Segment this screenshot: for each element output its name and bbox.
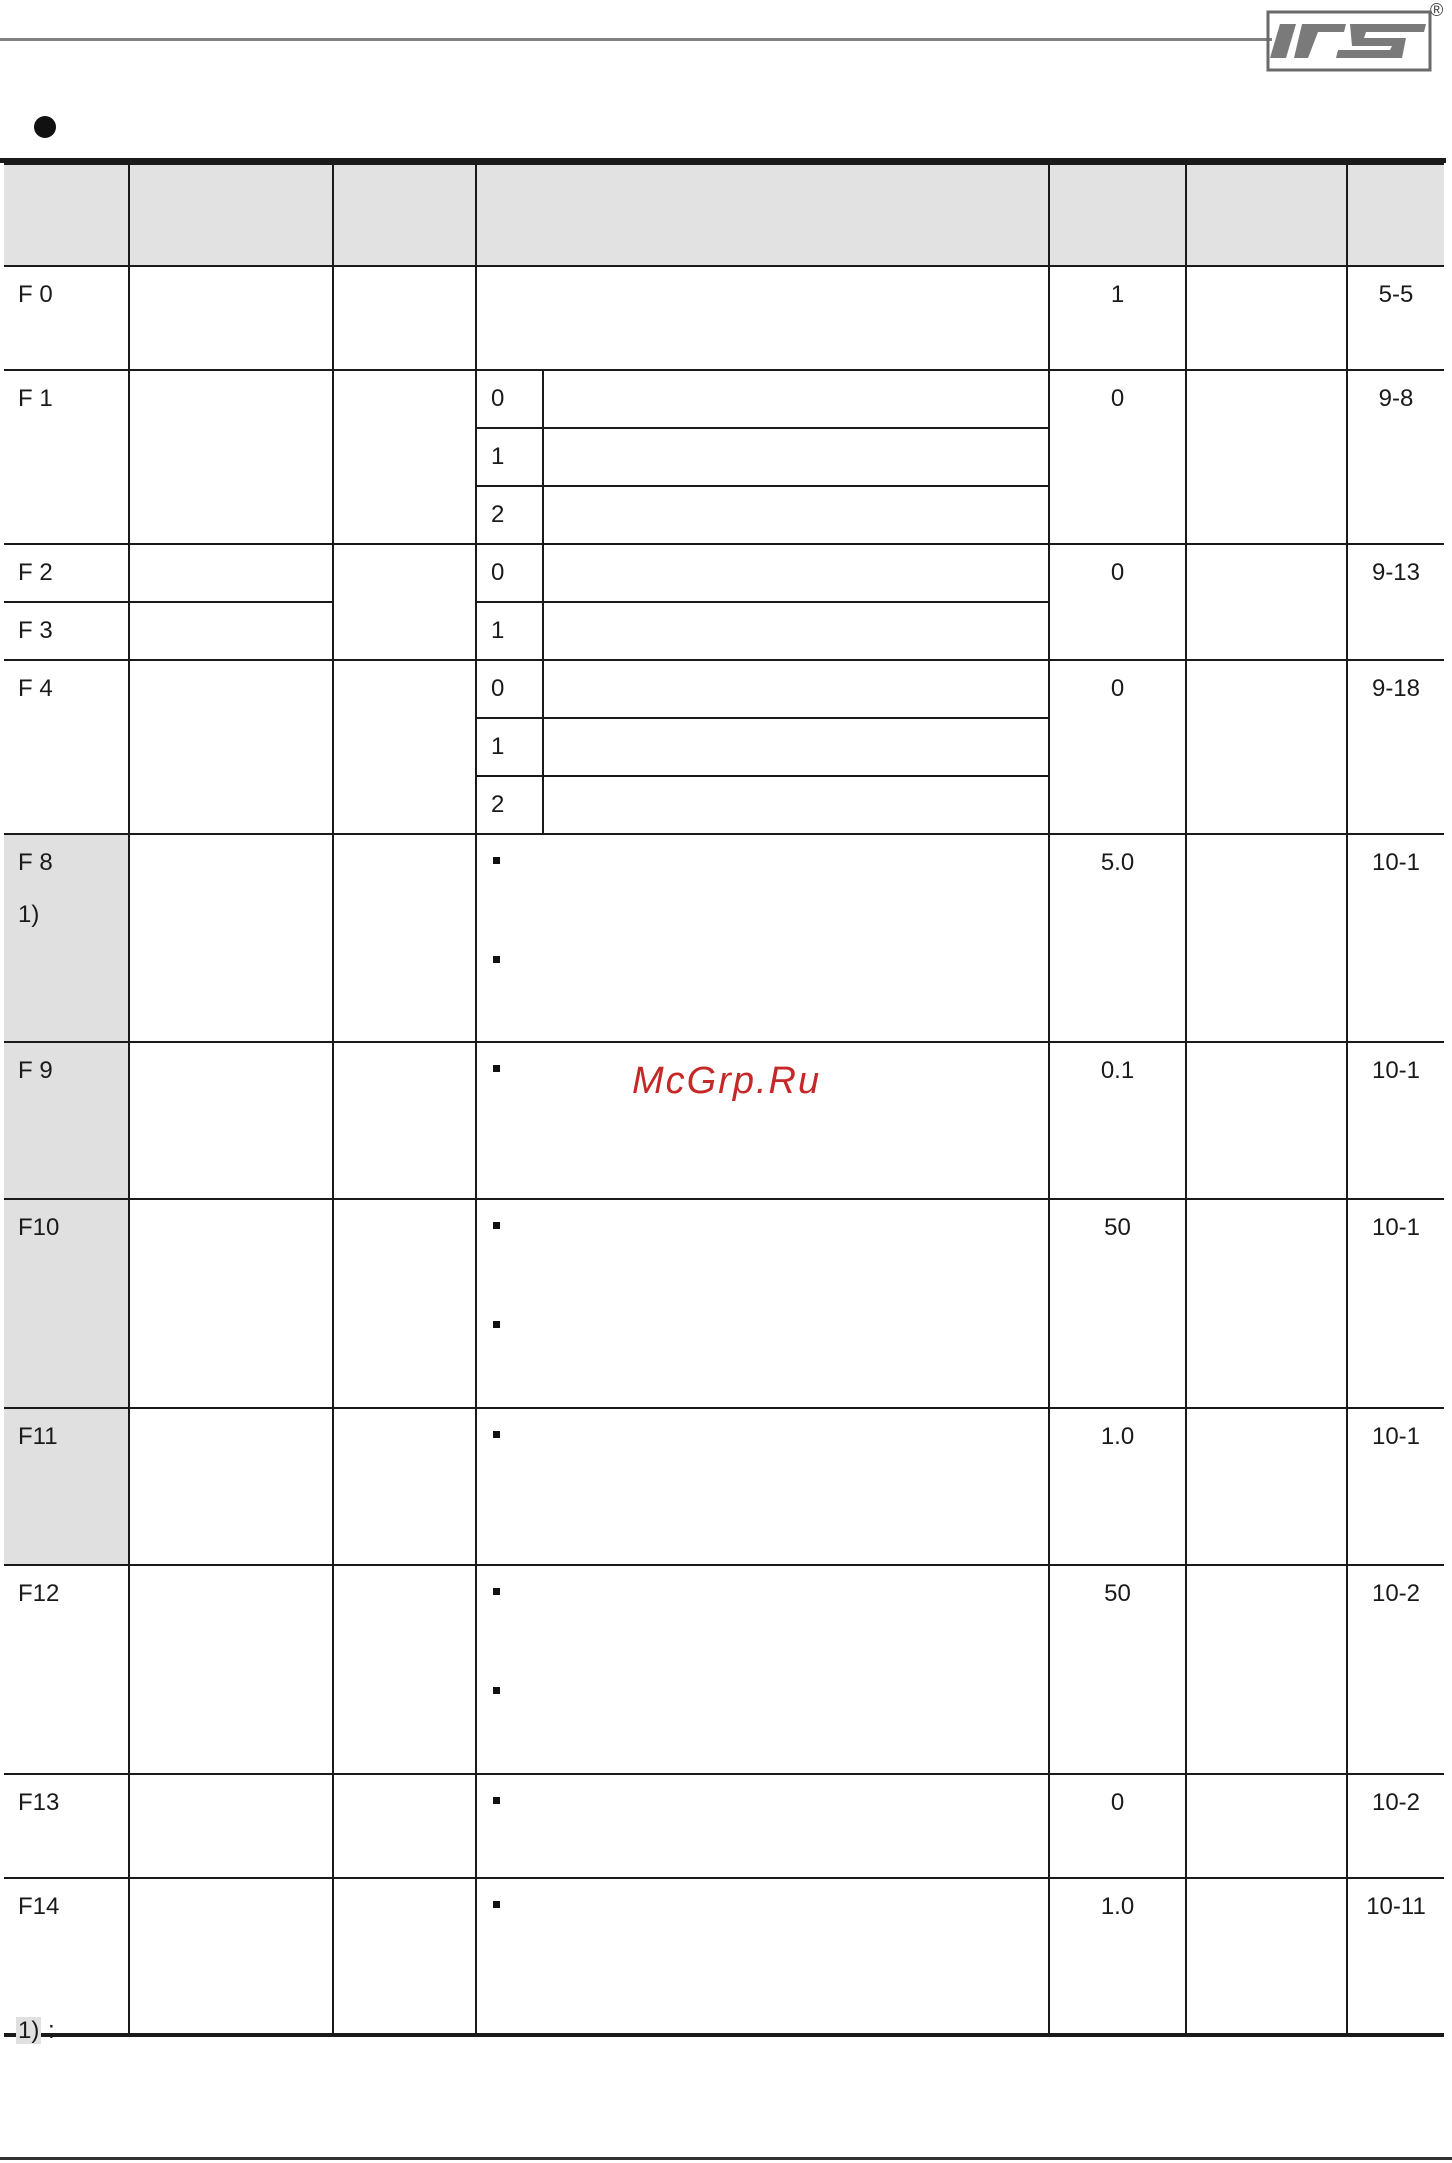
param-code: F14 — [4, 1878, 129, 2035]
option-value: 1 — [476, 718, 543, 776]
param-code: F 8 — [18, 849, 53, 876]
param-default: 0 — [1049, 370, 1186, 544]
param-page: 10-2 — [1347, 1565, 1444, 1774]
param-range — [333, 1878, 476, 2035]
param-page: 5-5 — [1347, 266, 1444, 370]
param-range — [333, 834, 476, 1042]
square-bullet-icon — [493, 1797, 500, 1804]
square-bullet-icon — [493, 1431, 500, 1438]
square-bullet-icon — [493, 1687, 500, 1694]
param-range — [333, 1565, 476, 1774]
square-bullet-icon — [493, 1901, 500, 1908]
param-name — [129, 266, 333, 370]
param-code: F11 — [4, 1408, 129, 1565]
square-bullet-icon — [493, 956, 500, 963]
param-name — [129, 1878, 333, 2035]
header-rule — [0, 38, 1272, 41]
param-code: F 0 — [4, 266, 129, 370]
param-page: 10-1 — [1347, 1042, 1444, 1199]
param-range — [333, 1774, 476, 1878]
param-default: 0.1 — [1049, 1042, 1186, 1199]
param-code: F 3 — [4, 602, 129, 660]
param-page: 10-1 — [1347, 1408, 1444, 1565]
param-default: 1.0 — [1049, 1408, 1186, 1565]
footnote-text: : — [48, 2017, 55, 2044]
param-name — [129, 834, 333, 1042]
option-description — [543, 428, 1049, 486]
option-value: 1 — [476, 602, 543, 660]
param-description — [476, 1878, 1049, 2035]
option-description — [543, 602, 1049, 660]
param-user-setting — [1186, 1774, 1347, 1878]
table-row — [4, 1199, 1444, 1408]
param-range — [333, 544, 476, 660]
header-cell — [1347, 164, 1444, 266]
param-code: F12 — [4, 1565, 129, 1774]
param-default: 50 — [1049, 1199, 1186, 1408]
nsc-logo — [1266, 10, 1432, 72]
param-code: F 4 — [4, 660, 129, 834]
table-row — [4, 544, 1444, 602]
option-description — [543, 544, 1049, 602]
param-user-setting — [1186, 1878, 1347, 2035]
option-description — [543, 370, 1049, 428]
option-value: 0 — [476, 660, 543, 718]
table-row — [4, 1878, 1444, 2035]
param-range — [333, 1408, 476, 1565]
param-code: F10 — [4, 1199, 129, 1408]
param-page: 9-18 — [1347, 660, 1444, 834]
param-page: 10-2 — [1347, 1774, 1444, 1878]
param-name — [129, 1199, 333, 1408]
param-name — [129, 660, 333, 834]
table-row — [4, 266, 1444, 370]
param-default: 0 — [1049, 660, 1186, 834]
footnote-tag: 1) — [18, 2017, 40, 2044]
param-user-setting — [1186, 1408, 1347, 1565]
param-name — [129, 1042, 333, 1199]
header-cell — [1049, 164, 1186, 266]
option-description — [543, 718, 1049, 776]
param-default: 5.0 — [1049, 834, 1186, 1042]
param-user-setting — [1186, 660, 1347, 834]
param-default: 1.0 — [1049, 1878, 1186, 2035]
watermark-text: McGrp.Ru — [632, 1060, 822, 1102]
param-page: 10-1 — [1347, 1199, 1444, 1408]
param-code: F 9 — [4, 1042, 129, 1199]
option-value: 0 — [476, 544, 543, 602]
param-user-setting — [1186, 370, 1347, 544]
param-name — [129, 1408, 333, 1565]
option-description — [543, 776, 1049, 834]
footer-rule — [0, 2157, 1452, 2160]
param-description — [476, 1565, 1049, 1774]
param-default: 0 — [1049, 544, 1186, 660]
param-user-setting — [1186, 266, 1347, 370]
param-range — [333, 370, 476, 544]
param-range — [333, 1199, 476, 1408]
param-user-setting — [1186, 1199, 1347, 1408]
param-description — [476, 1199, 1049, 1408]
param-description — [476, 1774, 1049, 1878]
table-row — [4, 370, 1444, 428]
footnote — [16, 2017, 55, 2045]
param-code-cell — [4, 834, 129, 1042]
table-row — [4, 1565, 1444, 1774]
table-header-row — [4, 164, 1444, 266]
param-range — [333, 1042, 476, 1199]
table-row — [4, 834, 1444, 1042]
param-page: 9-13 — [1347, 544, 1444, 660]
param-code: F 1 — [4, 370, 129, 544]
header-cell — [476, 164, 1049, 266]
param-range — [333, 266, 476, 370]
header-cell — [1186, 164, 1347, 266]
param-code: F 2 — [4, 544, 129, 602]
param-name — [129, 602, 333, 660]
param-name — [129, 370, 333, 544]
header-cell — [333, 164, 476, 266]
option-value: 1 — [476, 428, 543, 486]
param-name — [129, 1774, 333, 1878]
header-cell — [129, 164, 333, 266]
param-default: 0 — [1049, 1774, 1186, 1878]
section-bullet-icon — [34, 116, 56, 138]
footnote-ref: 1) — [18, 901, 40, 928]
square-bullet-icon — [493, 1588, 500, 1595]
param-code: F13 — [4, 1774, 129, 1878]
option-value: 0 — [476, 370, 543, 428]
param-default: 50 — [1049, 1565, 1186, 1774]
param-default: 1 — [1049, 266, 1186, 370]
square-bullet-icon — [493, 857, 500, 864]
header-cell — [4, 164, 129, 266]
param-range — [333, 660, 476, 834]
param-name — [129, 544, 333, 602]
param-page: 10-1 — [1347, 834, 1444, 1042]
param-description — [476, 266, 1049, 370]
param-page: 10-11 — [1347, 1878, 1444, 2035]
param-user-setting — [1186, 1565, 1347, 1774]
param-name — [129, 1565, 333, 1774]
param-user-setting — [1186, 1042, 1347, 1199]
square-bullet-icon — [493, 1222, 500, 1229]
option-value: 2 — [476, 776, 543, 834]
param-user-setting — [1186, 544, 1347, 660]
table-row — [4, 1408, 1444, 1565]
option-description — [543, 486, 1049, 544]
option-value: 2 — [476, 486, 543, 544]
param-description — [476, 834, 1049, 1042]
param-description — [476, 1408, 1049, 1565]
square-bullet-icon — [493, 1065, 500, 1072]
option-description — [543, 660, 1049, 718]
table-row — [4, 1774, 1444, 1878]
table-row — [4, 660, 1444, 718]
square-bullet-icon — [493, 1321, 500, 1328]
param-page: 9-8 — [1347, 370, 1444, 544]
param-user-setting — [1186, 834, 1347, 1042]
registered-mark: ® — [1430, 0, 1444, 20]
